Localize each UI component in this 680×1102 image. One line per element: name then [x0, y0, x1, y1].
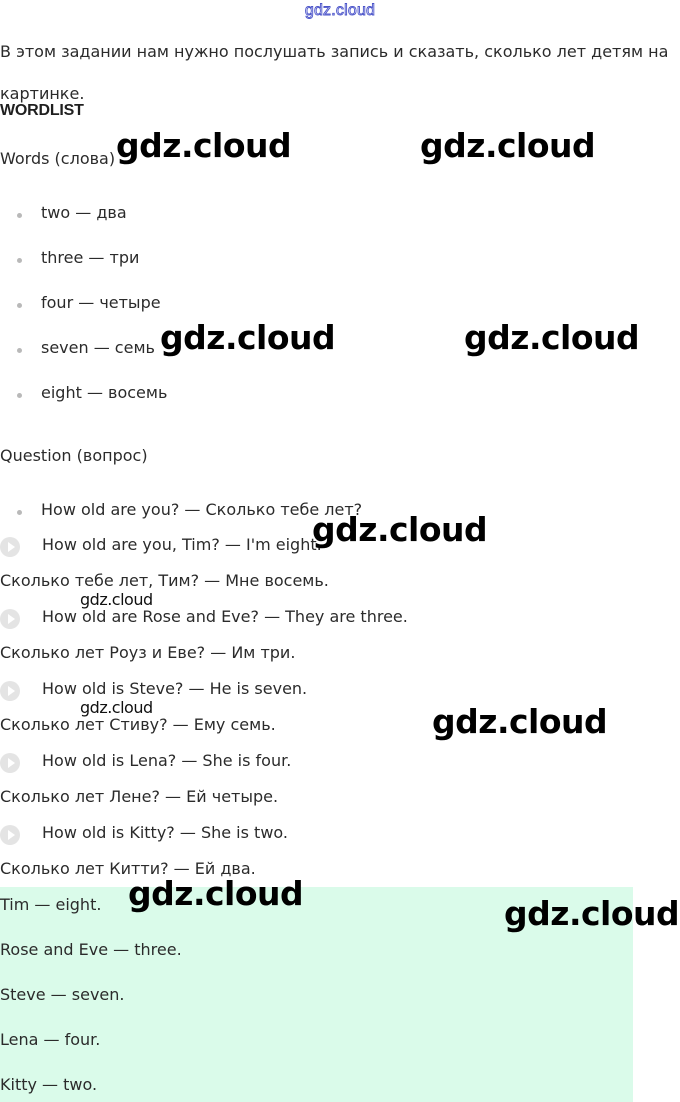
answer-line: Steve — seven. [0, 985, 125, 1004]
word-text: four — четыре [41, 293, 161, 312]
dialogue-english: How old is Steve? — He is seven. [42, 679, 308, 698]
dialogue-translation: Сколько тебе лет, Тим? — Мне восемь. [0, 571, 329, 590]
watermark: gdz.cloud [312, 510, 488, 549]
bullet-dot-icon [17, 348, 22, 353]
dialogue-translation: Сколько лет Стиву? — Ему семь. [0, 715, 276, 734]
answer-line: Tim — eight. [0, 895, 102, 914]
word-text: three — три [41, 248, 140, 267]
watermark: gdz.cloud [432, 702, 608, 741]
answer-line: Lena — four. [0, 1030, 101, 1049]
answer-line: Kitty — two. [0, 1075, 98, 1094]
bullet-dot-icon [17, 510, 22, 515]
watermark: gdz.cloud [116, 126, 292, 165]
question-text: How old are you? — Сколько тебе лет? [41, 500, 363, 519]
play-audio-icon[interactable] [0, 681, 20, 701]
dialogue-translation: Сколько лет Китти? — Ей два. [0, 859, 256, 878]
watermark: gdz.cloud [420, 126, 596, 165]
dialogue-english: How old are you, Tim? — I'm eight. [42, 535, 322, 554]
wordlist-heading: WORDLIST [0, 102, 84, 119]
play-audio-icon[interactable] [0, 825, 20, 845]
word-text: two — два [41, 203, 127, 222]
bullet-dot-icon [17, 258, 22, 263]
word-text: eight — восемь [41, 383, 168, 402]
dialogue-translation: Сколько лет Лене? — Ей четыре. [0, 787, 279, 806]
bullet-dot-icon [17, 393, 22, 398]
question-subheading: Question (вопрос) [0, 446, 148, 465]
dialogue-english: How old is Lena? — She is four. [42, 751, 292, 770]
words-subheading: Words (слова) [0, 149, 116, 168]
dialogue-translation: Сколько лет Роуз и Еве? — Им три. [0, 643, 296, 662]
watermark: gdz.cloud [80, 698, 153, 717]
dialogue-english: How old are Rose and Eve? — They are three. [42, 607, 408, 626]
bullet-dot-icon [17, 303, 22, 308]
answer-line: Rose and Eve — three. [0, 940, 182, 959]
play-audio-icon[interactable] [0, 753, 20, 773]
word-text: seven — семь [41, 338, 155, 357]
intro-paragraph: В этом задании нам нужно послушать запись и сказать, сколько лет детям на картинке. [0, 42, 669, 103]
site-logo[interactable]: gdz.cloud [304, 2, 376, 19]
watermark: gdz.cloud [464, 318, 640, 357]
play-audio-icon[interactable] [0, 609, 20, 629]
watermark: gdz.cloud [80, 590, 153, 609]
bullet-dot-icon [17, 213, 22, 218]
watermark: gdz.cloud [128, 874, 304, 913]
dialogue-english: How old is Kitty? — She is two. [42, 823, 288, 842]
watermark: gdz.cloud [504, 894, 680, 933]
watermark: gdz.cloud [160, 318, 336, 357]
play-audio-icon[interactable] [0, 537, 20, 557]
